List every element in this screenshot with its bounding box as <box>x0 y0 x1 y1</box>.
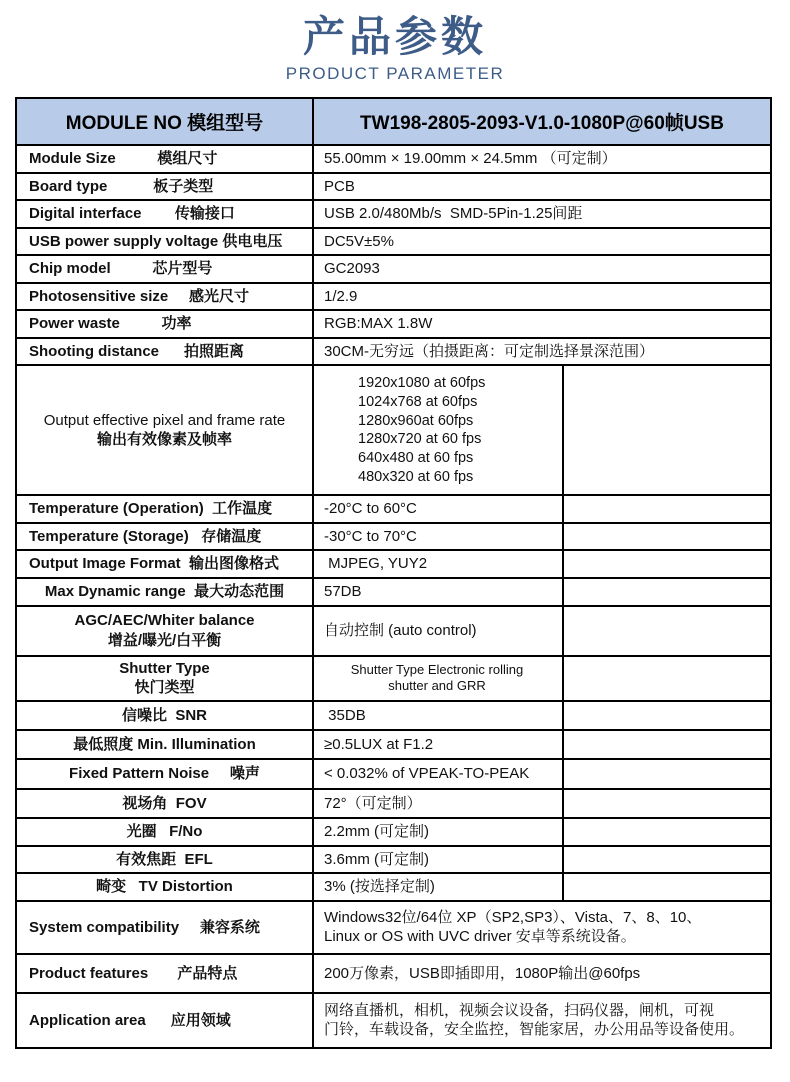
page-header <box>0 0 790 84</box>
row-label-cell <box>17 657 314 700</box>
row-empty-cell <box>564 790 770 817</box>
row-value-cell <box>314 339 770 365</box>
row-label-text: Photosensitive size 感光尺寸 <box>29 287 250 305</box>
row-value-text: -30°C to 70°C <box>324 527 417 545</box>
row-empty-cell <box>564 579 770 605</box>
table-row-temperature-storage <box>17 524 770 552</box>
row-value-cell <box>314 607 564 655</box>
table-row-agc-aec-white-balance <box>17 607 770 657</box>
row-label-text: 畸变 TV Distortion <box>96 878 233 896</box>
row-label-text: 信噪比 SNR <box>121 706 207 724</box>
row-label-cell <box>17 955 314 992</box>
row-value-text: 1280x720 at 60 fps <box>358 431 482 448</box>
row-value-text: < 0.032% of VPEAK-TO-PEAK <box>324 765 530 783</box>
row-value-text: 640x480 at 60 fps <box>358 450 474 467</box>
row-label-cell <box>17 524 314 550</box>
row-label-text: Power waste 功率 <box>29 315 192 333</box>
table-row-power-waste <box>17 311 770 339</box>
row-value-cell <box>314 201 770 227</box>
row-label-cell <box>17 874 314 900</box>
row-label-cell <box>17 366 314 494</box>
row-value-cell <box>314 874 564 900</box>
row-value-text: -20°C to 60°C <box>324 500 417 518</box>
row-label-cell <box>17 819 314 845</box>
row-empty-cell <box>564 366 770 494</box>
row-label-text: 最低照度 Min. Illumination <box>73 735 256 753</box>
table-row-product-features <box>17 955 770 994</box>
module-no-label: MODULE NO 模组型号 <box>17 99 314 144</box>
page-title: 产品参数 <box>302 13 487 60</box>
page-subtitle: PRODUCT PARAMETER <box>285 64 505 84</box>
row-empty-cell <box>564 657 770 700</box>
module-no-value: TW198-2805-2093-V1.0-1080P@60帧USB <box>360 113 724 135</box>
row-value-cell <box>314 229 770 255</box>
table-row-shooting-distance <box>17 339 770 367</box>
row-value-cell <box>314 790 564 817</box>
row-label-text: USB power supply voltage 供电电压 <box>29 232 283 250</box>
row-label-text: System compatibility 兼容系统 <box>29 918 260 936</box>
row-value-text: 30CM-无穷远（拍摄距离：可定制选择景深范围） <box>324 342 655 360</box>
table-row-tv-distortion <box>17 874 770 902</box>
row-value-text: 1280x960at 60fps <box>358 412 474 429</box>
table-row-max-dynamic-range <box>17 579 770 607</box>
row-label-cell <box>17 496 314 522</box>
row-label-text: Product features 产品特点 <box>29 964 238 982</box>
table-row-module-size <box>17 146 770 174</box>
row-label-text: 增益/曝光/白平衡 <box>107 631 222 649</box>
row-label-cell <box>17 339 314 365</box>
row-value-text: 2.2mm (可定制) <box>324 823 430 841</box>
row-value-text: PCB <box>324 177 355 195</box>
row-label-cell <box>17 174 314 200</box>
row-value-text: 55.00mm × 19.00mm × 24.5mm （可定制） <box>324 150 617 168</box>
table-row-chip-model <box>17 256 770 284</box>
row-value-cell <box>314 284 770 310</box>
row-value-text: GC2093 <box>324 260 380 278</box>
row-label-text: Shutter Type <box>119 659 210 677</box>
table-row-system-compatibility <box>17 902 770 955</box>
table-row-fov <box>17 790 770 819</box>
row-value-text: 35DB <box>324 706 366 724</box>
row-label-cell <box>17 847 314 873</box>
row-label-cell <box>17 201 314 227</box>
row-label-text: Output Image Format 输出图像格式 <box>29 555 280 573</box>
row-label-text: Output effective pixel and frame rate <box>43 411 286 429</box>
row-label-cell <box>17 731 314 758</box>
row-label-cell <box>17 551 314 577</box>
row-empty-cell <box>564 702 770 729</box>
row-value-text: MJPEG, YUY2 <box>324 555 428 573</box>
row-value-cell <box>314 994 770 1047</box>
row-value-cell <box>314 551 564 577</box>
row-label-cell <box>17 994 314 1047</box>
row-value-text: 1920x1080 at 60fps <box>358 374 486 391</box>
row-value-cell <box>314 311 770 337</box>
table-row-fixed-pattern-noise <box>17 760 770 790</box>
row-value-cell <box>314 256 770 282</box>
row-empty-cell <box>564 874 770 900</box>
row-label-text: 输出有效像素及帧率 <box>96 431 232 449</box>
row-label-cell <box>17 146 314 172</box>
row-label-text: Temperature (Operation) 工作温度 <box>29 500 273 518</box>
row-value-text: 自动控制 (auto control) <box>324 622 477 640</box>
row-value-cell <box>314 366 564 494</box>
row-value-text: Shutter Type Electronic rolling <box>350 661 524 677</box>
row-label-text: Temperature (Storage) 存储温度 <box>29 527 262 545</box>
row-label-text: Shooting distance 拍照距离 <box>29 342 245 360</box>
row-value-text: 1024x768 at 60fps <box>358 393 478 410</box>
row-value-cell <box>314 146 770 172</box>
row-empty-cell <box>564 607 770 655</box>
row-label-text: 光圈 F/No <box>126 823 203 841</box>
row-value-cell <box>314 760 564 788</box>
row-value-text: DC5V±5% <box>324 232 394 250</box>
row-value-text: ≥0.5LUX at F1.2 <box>324 735 434 753</box>
row-label-cell <box>17 760 314 788</box>
row-label-cell <box>17 579 314 605</box>
row-value-text: shutter and GRR <box>388 678 486 694</box>
table-row-board-type <box>17 174 770 202</box>
row-value-cell <box>314 902 770 953</box>
row-empty-cell <box>564 551 770 577</box>
row-label-text: Application area 应用领域 <box>29 1011 231 1029</box>
row-value-text: Windows32位/64位 XP（SP2,SP3）、Vista、7、8、10、 <box>324 908 702 926</box>
row-label-text: Digital interface 传输接口 <box>29 205 235 223</box>
table-row-efl <box>17 847 770 875</box>
table-header-row <box>17 99 770 146</box>
row-label-cell <box>17 229 314 255</box>
row-label-cell <box>17 702 314 729</box>
row-value-text: RGB:MAX 1.8W <box>324 315 433 333</box>
table-row-output-pixel-frame-rate <box>17 366 770 496</box>
row-value-cell <box>314 524 564 550</box>
row-label-text: AGC/AEC/Whiter balance <box>74 612 255 630</box>
spec-table <box>15 97 772 1049</box>
row-value-cell <box>314 847 564 873</box>
row-label-text: Module Size 模组尺寸 <box>29 150 218 168</box>
row-value-text: 72°（可定制） <box>324 794 422 812</box>
row-value-cell <box>314 702 564 729</box>
table-row-min-illumination <box>17 731 770 760</box>
table-row-snr <box>17 702 770 731</box>
spec-table-body <box>17 146 770 1047</box>
row-value-text: USB 2.0/480Mb/s SMD-5Pin-1.25间距 <box>324 205 583 223</box>
table-row-f-no <box>17 819 770 847</box>
row-label-cell <box>17 902 314 953</box>
row-value-text: 网络直播机，相机，视频会议设备，扫码仪器，闸机，可视 <box>324 1001 715 1019</box>
row-value-cell <box>314 496 564 522</box>
row-label-cell <box>17 311 314 337</box>
row-value-text: 门铃，车载设备，安全监控，智能家居，办公用品等设备使用。 <box>324 1021 745 1039</box>
row-label-text: 视场角 FOV <box>122 794 207 812</box>
row-value-text: 200万像素，USB即插即用，1080P输出@60fps <box>324 964 641 982</box>
row-label-text: Board type 板子类型 <box>29 177 214 195</box>
row-value-cell <box>314 819 564 845</box>
row-value-text: 3.6mm (可定制) <box>324 850 430 868</box>
table-row-usb-power-supply-voltage <box>17 229 770 257</box>
row-value-text: 1/2.9 <box>324 287 358 305</box>
row-label-cell <box>17 607 314 655</box>
row-label-text: Fixed Pattern Noise 噪声 <box>69 765 260 783</box>
row-value-cell <box>314 955 770 992</box>
row-label-text: 快门类型 <box>134 679 195 697</box>
row-empty-cell <box>564 731 770 758</box>
row-value-cell <box>314 731 564 758</box>
table-row-photosensitive-size <box>17 284 770 312</box>
row-label-cell <box>17 790 314 817</box>
table-row-digital-interface <box>17 201 770 229</box>
row-label-text: Max Dynamic range 最大动态范围 <box>44 583 285 601</box>
table-row-temperature-operation <box>17 496 770 524</box>
row-label-cell <box>17 256 314 282</box>
row-value-cell <box>314 657 564 700</box>
row-value-cell <box>314 579 564 605</box>
table-row-application-area <box>17 994 770 1047</box>
row-label-cell <box>17 284 314 310</box>
row-empty-cell <box>564 524 770 550</box>
row-label-text: Chip model 芯片型号 <box>29 260 213 278</box>
row-value-text: 480x320 at 60 fps <box>358 469 474 486</box>
row-label-text: 有效焦距 EFL <box>116 850 213 868</box>
table-row-shutter-type <box>17 657 770 702</box>
row-empty-cell <box>564 496 770 522</box>
row-value-text: Linux or OS with UVC driver 安卓等系统设备。 <box>324 928 636 946</box>
row-value-text: 57DB <box>324 583 362 601</box>
row-value-text: 3% (按选择定制) <box>324 878 435 896</box>
row-empty-cell <box>564 847 770 873</box>
row-empty-cell <box>564 760 770 788</box>
table-row-output-image-format <box>17 551 770 579</box>
row-value-cell <box>314 174 770 200</box>
row-empty-cell <box>564 819 770 845</box>
